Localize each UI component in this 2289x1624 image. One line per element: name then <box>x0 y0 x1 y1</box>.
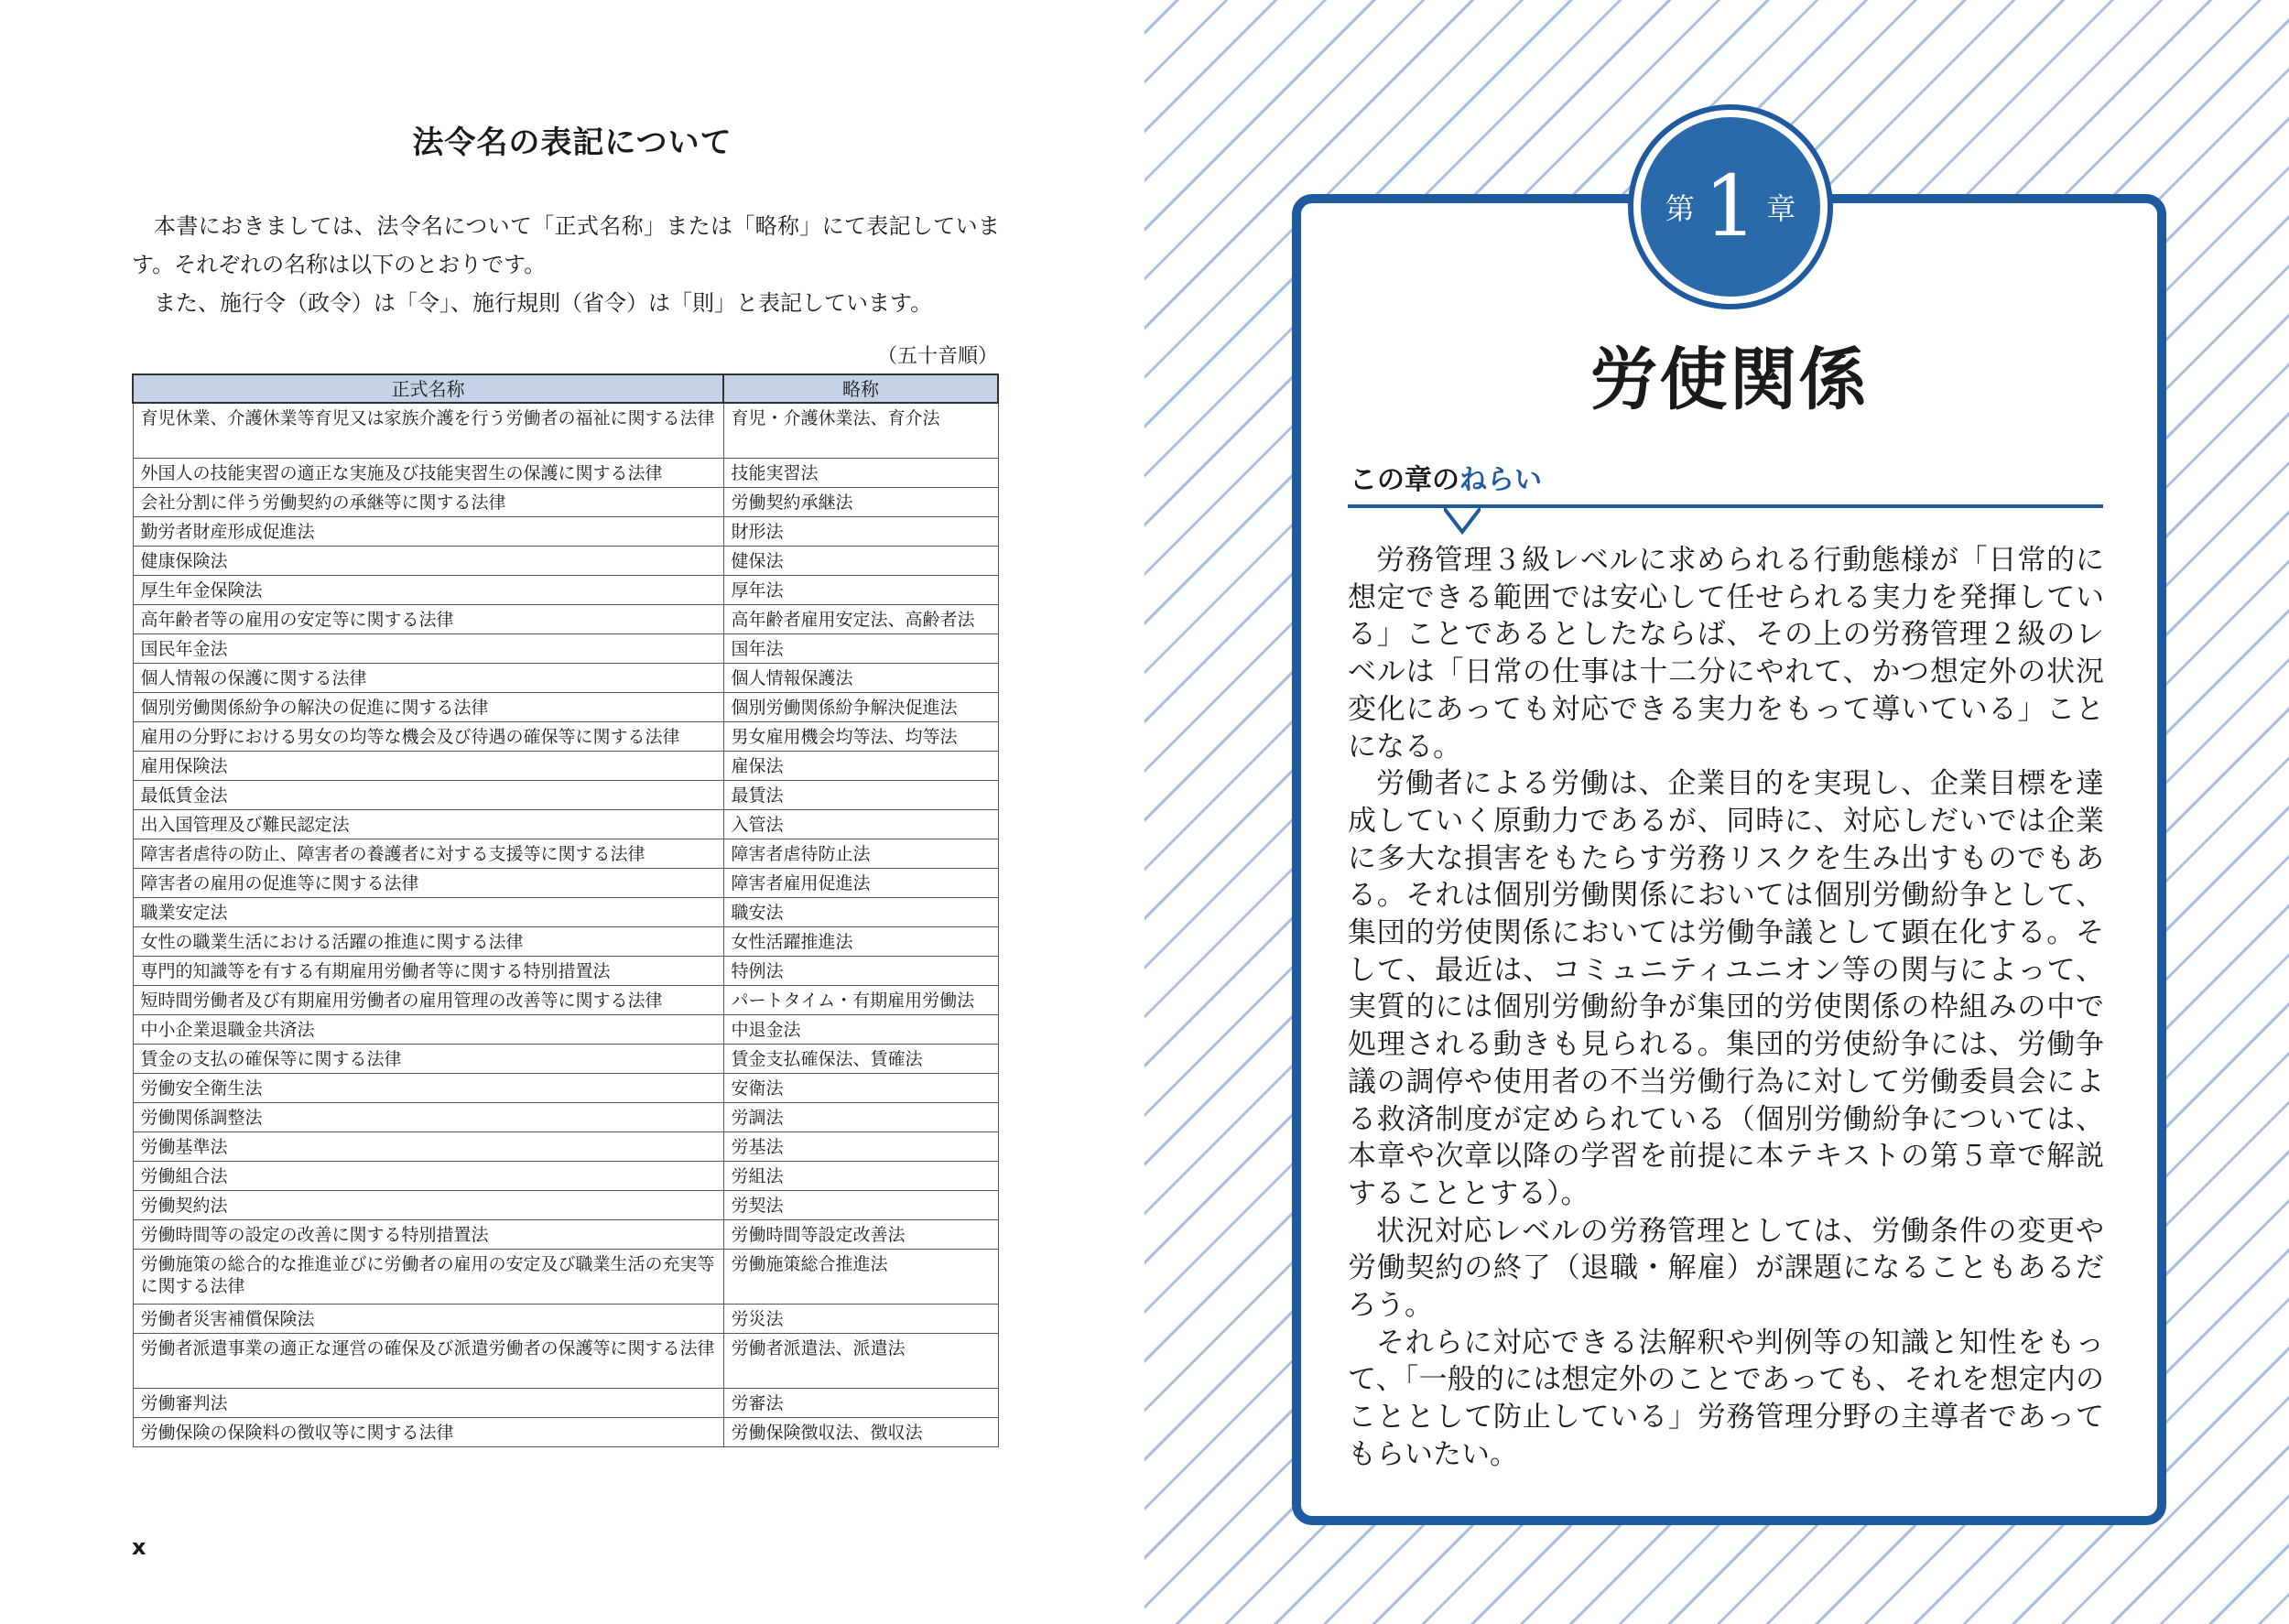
table-row <box>133 722 998 752</box>
abbreviation-cell: 育児・介護休業法、育介法 <box>723 403 998 459</box>
aim-heading <box>1350 457 1542 497</box>
table-row <box>133 1191 998 1220</box>
intro-paragraph-1: 本書におきましては、法令名について「正式名称」または「略称」にて表記しています。それぞれの名称は以下のとおりです。 <box>132 213 1000 277</box>
formal-name-cell: 会社分割に伴う労働契約の承継等に関する法律 <box>133 488 723 517</box>
abbreviation-cell: 最賃法 <box>723 781 998 810</box>
abbreviation-cell: 特例法 <box>723 957 998 986</box>
aim-paragraph-1: 労務管理３級レベルに求められる行動態様が「日常的に想定できる範囲では安心して任せられる実力を発揮している」ことであるとしたならば、その上の労務管理２級のレベルは「日常の仕事は十二分にやれて、かつ想定外の状況変化にあっても対応できる実力をもって導いている」ことになる。 <box>1348 544 2104 763</box>
abbreviation-cell: 労契法 <box>723 1191 998 1220</box>
chapter-badge <box>1633 110 1828 304</box>
aim-heading-accent: ねらい <box>1459 464 1542 496</box>
formal-name-cell: 外国人の技能実習の適正な実施及び技能実習生の保護に関する法律 <box>133 459 723 488</box>
abbreviation-cell: 労働者派遣法、派遣法 <box>723 1334 998 1389</box>
aim-paragraph-2: 労働者による労働は、企業目的を実現し、企業目標を達成していく原動力であるが、同時に、対応しだいでは企業に多大な損害をもたらす労務リスクを生み出すものでもある。それは個別労働関係においては個別労働紛争として、集団的労使関係においては労働争議として顕在化する。そして、最近は、コミュニティユニオン等の関与によって、実質的には個別労働紛争が集団的労使関係の枠組みの中で処理される動きも見られる。集団的労使紛争には、労働争議の調停や使用者の不当労働行為に対して労働委員会による救済制度が定められている（個別労働紛争については、本章や次章以降の学習を前提に本テキストの第５章で解説することとする）。 <box>1348 767 2104 1210</box>
table-row <box>133 810 998 839</box>
page-title: 法令名の表記について <box>412 125 732 161</box>
table-row <box>133 1074 998 1103</box>
formal-name-cell: 賃金の支払の確保等に関する法律 <box>133 1045 723 1074</box>
table-row <box>133 693 998 722</box>
table-row <box>133 1162 998 1191</box>
abbreviation-cell: 労災法 <box>723 1305 998 1334</box>
table-row <box>133 576 998 605</box>
table-row <box>133 898 998 927</box>
table-row <box>133 634 998 664</box>
table-row <box>133 1015 998 1045</box>
aim-body <box>1348 542 2104 1474</box>
formal-name-cell: 労働契約法 <box>133 1191 723 1220</box>
formal-name-cell: 育児休業、介護休業等育児又は家族介護を行う労働者の福祉に関する法律 <box>133 403 723 459</box>
abbreviation-cell: 男女雇用機会均等法、均等法 <box>723 722 998 752</box>
abbreviation-cell: 個別労働関係紛争解決促進法 <box>723 693 998 722</box>
formal-name-cell: 労働施策の総合的な推進並びに労働者の雇用の安定及び職業生活の充実等に関する法律 <box>133 1250 723 1305</box>
table-row <box>133 488 998 517</box>
table-row <box>133 1103 998 1132</box>
table-row <box>133 1418 998 1447</box>
table-row <box>133 1045 998 1074</box>
abbreviation-cell: 雇保法 <box>723 752 998 781</box>
formal-name-cell: 専門的知識等を有する有期雇用労働者等に関する特別措置法 <box>133 957 723 986</box>
abbreviation-cell: 労働時間等設定改善法 <box>723 1220 998 1250</box>
table-row <box>133 1220 998 1250</box>
table-row <box>133 752 998 781</box>
intro-paragraph-2: また、施行令（政令）は「令」、施行規則（省令）は「則」と表記しています。 <box>154 290 933 316</box>
formal-name-cell: 労働保険の保険料の徴収等に関する法律 <box>133 1418 723 1447</box>
table-row <box>133 1132 998 1162</box>
abbreviation-cell: 技能実習法 <box>723 459 998 488</box>
abbreviation-cell: 賃金支払確保法、賃確法 <box>723 1045 998 1074</box>
table-row <box>133 547 998 576</box>
formal-name-cell: 雇用保険法 <box>133 752 723 781</box>
column-header-formal-name: 正式名称 <box>133 374 723 403</box>
abbreviation-cell: 労働契約承継法 <box>723 488 998 517</box>
formal-name-cell: 最低賃金法 <box>133 781 723 810</box>
aim-paragraph-3: 状況対応レベルの労務管理としては、労働条件の変更や労働契約の終了（退職・解雇）が課題になることもあるだろう。 <box>1348 1214 2104 1323</box>
formal-name-cell: 出入国管理及び難民認定法 <box>133 810 723 839</box>
formal-name-cell: 短時間労働者及び有期雇用労働者の雇用管理の改善等に関する法律 <box>133 986 723 1015</box>
order-note: （五十音順） <box>876 345 998 368</box>
formal-name-cell: 個別労働関係紛争の解決の促進に関する法律 <box>133 693 723 722</box>
formal-name-cell: 労働審判法 <box>133 1389 723 1418</box>
formal-name-cell: 労働基準法 <box>133 1132 723 1162</box>
abbreviation-cell: 障害者虐待防止法 <box>723 839 998 869</box>
formal-name-cell: 労働関係調整法 <box>133 1103 723 1132</box>
table-row <box>133 459 998 488</box>
aim-paragraph-4: それらに対応できる法解釈や判例等の知識と知性をもって、「一般的には想定外のことであっても、それを想定内のこととして防止している」労務管理分野の主導者であってもらいたい。 <box>1348 1326 2104 1471</box>
page-number: x <box>132 1534 146 1560</box>
formal-name-cell: 勤労者財産形成促進法 <box>133 517 723 547</box>
abbreviation-cell: 健保法 <box>723 547 998 576</box>
abbreviation-cell: 個人情報保護法 <box>723 664 998 693</box>
abbreviation-cell: 厚年法 <box>723 576 998 605</box>
abbreviation-cell: 中退金法 <box>723 1015 998 1045</box>
formal-name-cell: 労働者派遣事業の適正な運営の確保及び派遣労働者の保護等に関する法律 <box>133 1334 723 1389</box>
table-row <box>133 517 998 547</box>
abbreviation-cell: 労基法 <box>723 1132 998 1162</box>
abbreviation-cell: 入管法 <box>723 810 998 839</box>
chapter-number: 1 <box>1703 157 1758 255</box>
formal-name-cell: 労働組合法 <box>133 1162 723 1191</box>
table-row <box>133 1334 998 1389</box>
abbreviation-cell: 労調法 <box>723 1103 998 1132</box>
formal-name-cell: 国民年金法 <box>133 634 723 664</box>
formal-name-cell: 障害者の雇用の促進等に関する法律 <box>133 869 723 898</box>
formal-name-cell: 女性の職業生活における活躍の推進に関する法律 <box>133 927 723 957</box>
formal-name-cell: 高年齢者等の雇用の安定等に関する法律 <box>133 605 723 634</box>
formal-name-cell: 中小企業退職金共済法 <box>133 1015 723 1045</box>
formal-name-cell: 健康保険法 <box>133 547 723 576</box>
table-row <box>133 957 998 986</box>
abbreviation-cell: 労働施策総合推進法 <box>723 1250 998 1305</box>
table-row <box>133 1389 998 1418</box>
abbreviation-cell: 労働保険徴収法、徴収法 <box>723 1418 998 1447</box>
abbreviation-cell: 安衛法 <box>723 1074 998 1103</box>
abbreviation-cell: 財形法 <box>723 517 998 547</box>
table-row <box>133 781 998 810</box>
chapter-badge-prefix: 第 <box>1665 191 1695 226</box>
table-header-row <box>133 374 998 403</box>
table-row <box>133 605 998 634</box>
left-page <box>0 0 1144 1624</box>
speech-notch-icon <box>1444 508 1481 536</box>
formal-name-cell: 個人情報の保護に関する法律 <box>133 664 723 693</box>
abbreviation-cell: 職安法 <box>723 898 998 927</box>
abbreviation-cell: 労審法 <box>723 1389 998 1418</box>
intro-text <box>132 207 1000 322</box>
law-name-table <box>132 374 999 1447</box>
column-header-abbreviation: 略称 <box>723 374 998 403</box>
table-body <box>133 403 998 1447</box>
table-row <box>133 869 998 898</box>
formal-name-cell: 障害者虐待の防止、障害者の養護者に対する支援等に関する法律 <box>133 839 723 869</box>
formal-name-cell: 労働安全衛生法 <box>133 1074 723 1103</box>
aim-heading-prefix: この章の <box>1350 464 1459 496</box>
abbreviation-cell: 高年齢者雇用安定法、高齢者法 <box>723 605 998 634</box>
formal-name-cell: 労働者災害補償保険法 <box>133 1305 723 1334</box>
abbreviation-cell: 障害者雇用促進法 <box>723 869 998 898</box>
formal-name-cell: 職業安定法 <box>133 898 723 927</box>
chapter-title: 労使関係 <box>1589 341 1869 419</box>
table-row <box>133 664 998 693</box>
chapter-badge-suffix: 章 <box>1766 191 1796 226</box>
table-row <box>133 1250 998 1305</box>
abbreviation-cell: 女性活躍推進法 <box>723 927 998 957</box>
abbreviation-cell: 労組法 <box>723 1162 998 1191</box>
formal-name-cell: 厚生年金保険法 <box>133 576 723 605</box>
table-row <box>133 839 998 869</box>
abbreviation-cell: パートタイム・有期雇用労働法 <box>723 986 998 1015</box>
table-row <box>133 927 998 957</box>
abbreviation-cell: 国年法 <box>723 634 998 664</box>
table-row <box>133 1305 998 1334</box>
formal-name-cell: 労働時間等の設定の改善に関する特別措置法 <box>133 1220 723 1250</box>
table-row <box>133 403 998 459</box>
table-row <box>133 986 998 1015</box>
formal-name-cell: 雇用の分野における男女の均等な機会及び待遇の確保等に関する法律 <box>133 722 723 752</box>
